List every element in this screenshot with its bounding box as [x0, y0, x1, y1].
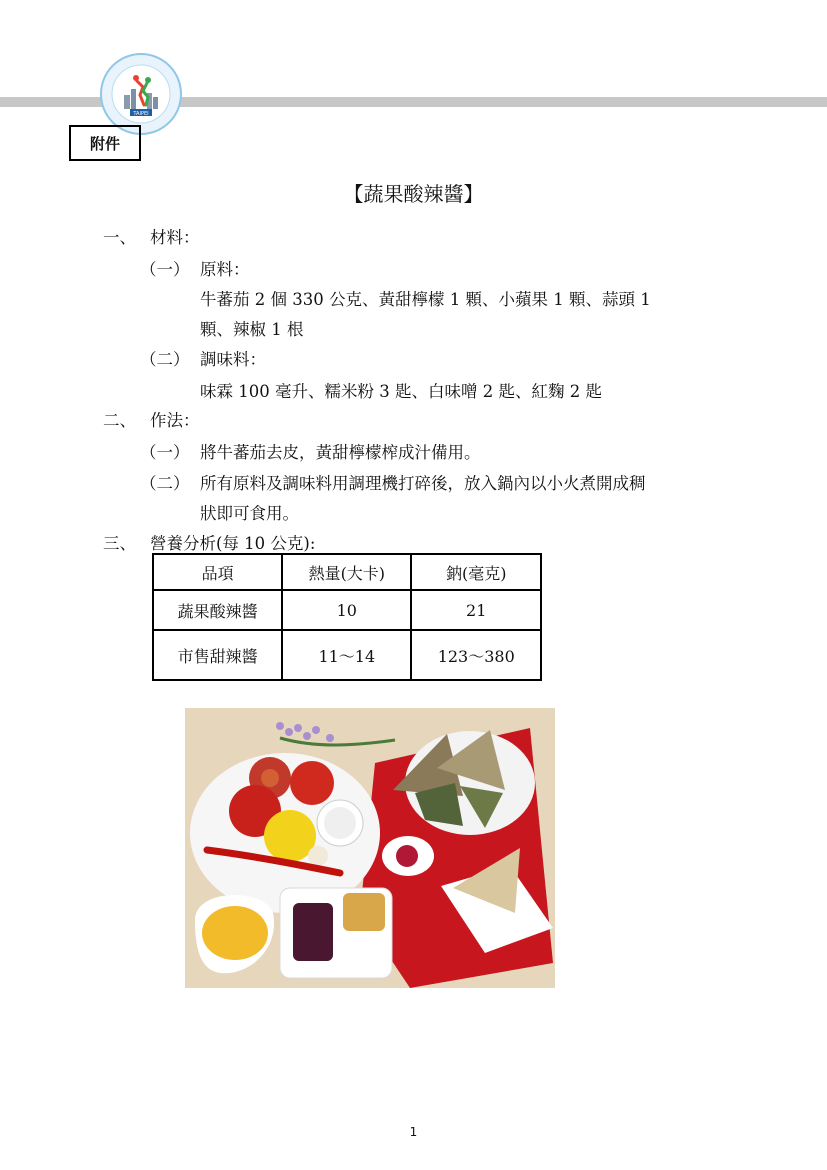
table-header-row	[153, 554, 541, 590]
section-1b-number: （二）	[140, 350, 190, 369]
ingredients-line-1: 牛蕃茄 2 個 330 公克、黃甜檸檬 1 顆、小蘋果 1 顆、蒜頭 1	[200, 290, 651, 309]
table-row	[153, 630, 541, 680]
step-2-text-line-2: 狀即可食用。	[200, 504, 299, 523]
recipe-photo	[185, 708, 555, 988]
table-cell: 11～14	[282, 630, 411, 680]
step-1-text: 將牛蕃茄去皮，黃甜檸檬榨成汁備用。	[200, 443, 481, 462]
table-header-item: 品項	[153, 554, 282, 590]
ingredients-line-2: 顆、辣椒 1 根	[200, 320, 304, 339]
table-cell: 123～380	[411, 630, 541, 680]
section-2a-number: （一）	[140, 443, 190, 462]
table-header-calories: 熱量(大卡)	[282, 554, 411, 590]
attachment-label: 附件	[69, 125, 141, 161]
table-header-sodium: 鈉(毫克)	[411, 554, 541, 590]
section-1-heading: 材料：	[150, 228, 200, 247]
section-2-heading: 作法：	[150, 411, 200, 430]
logo-text: TAIPEI	[133, 111, 149, 117]
table-cell: 21	[411, 590, 541, 630]
section-3-number: 三、	[103, 534, 136, 553]
section-1b-heading: 調味料：	[200, 350, 266, 369]
section-1-number: 一、	[103, 228, 136, 247]
seasoning-line-1: 味霖 100 毫升、糯米粉 3 匙、白味噌 2 匙、紅麴 2 匙	[200, 382, 602, 401]
section-1a-heading: 原料：	[200, 260, 250, 279]
section-1a-number: （一）	[140, 260, 190, 279]
section-2b-number: （二）	[140, 474, 190, 493]
recipe-title: 【蔬果酸辣醬】	[343, 182, 484, 206]
table-cell: 市售甜辣醬	[153, 630, 282, 680]
section-3-heading: 營養分析(每 10 公克):	[150, 534, 316, 553]
table-cell: 10	[282, 590, 411, 630]
section-2-number: 二、	[103, 411, 136, 430]
step-2-text: 所有原料及調味料用調理機打碎後，放入鍋內以小火煮開成稠	[200, 474, 646, 493]
page-number: 1	[409, 1125, 418, 1139]
nutrition-table	[152, 553, 542, 681]
table-cell: 蔬果酸辣醬	[153, 590, 282, 630]
organization-logo	[100, 53, 182, 135]
table-row	[153, 590, 541, 630]
